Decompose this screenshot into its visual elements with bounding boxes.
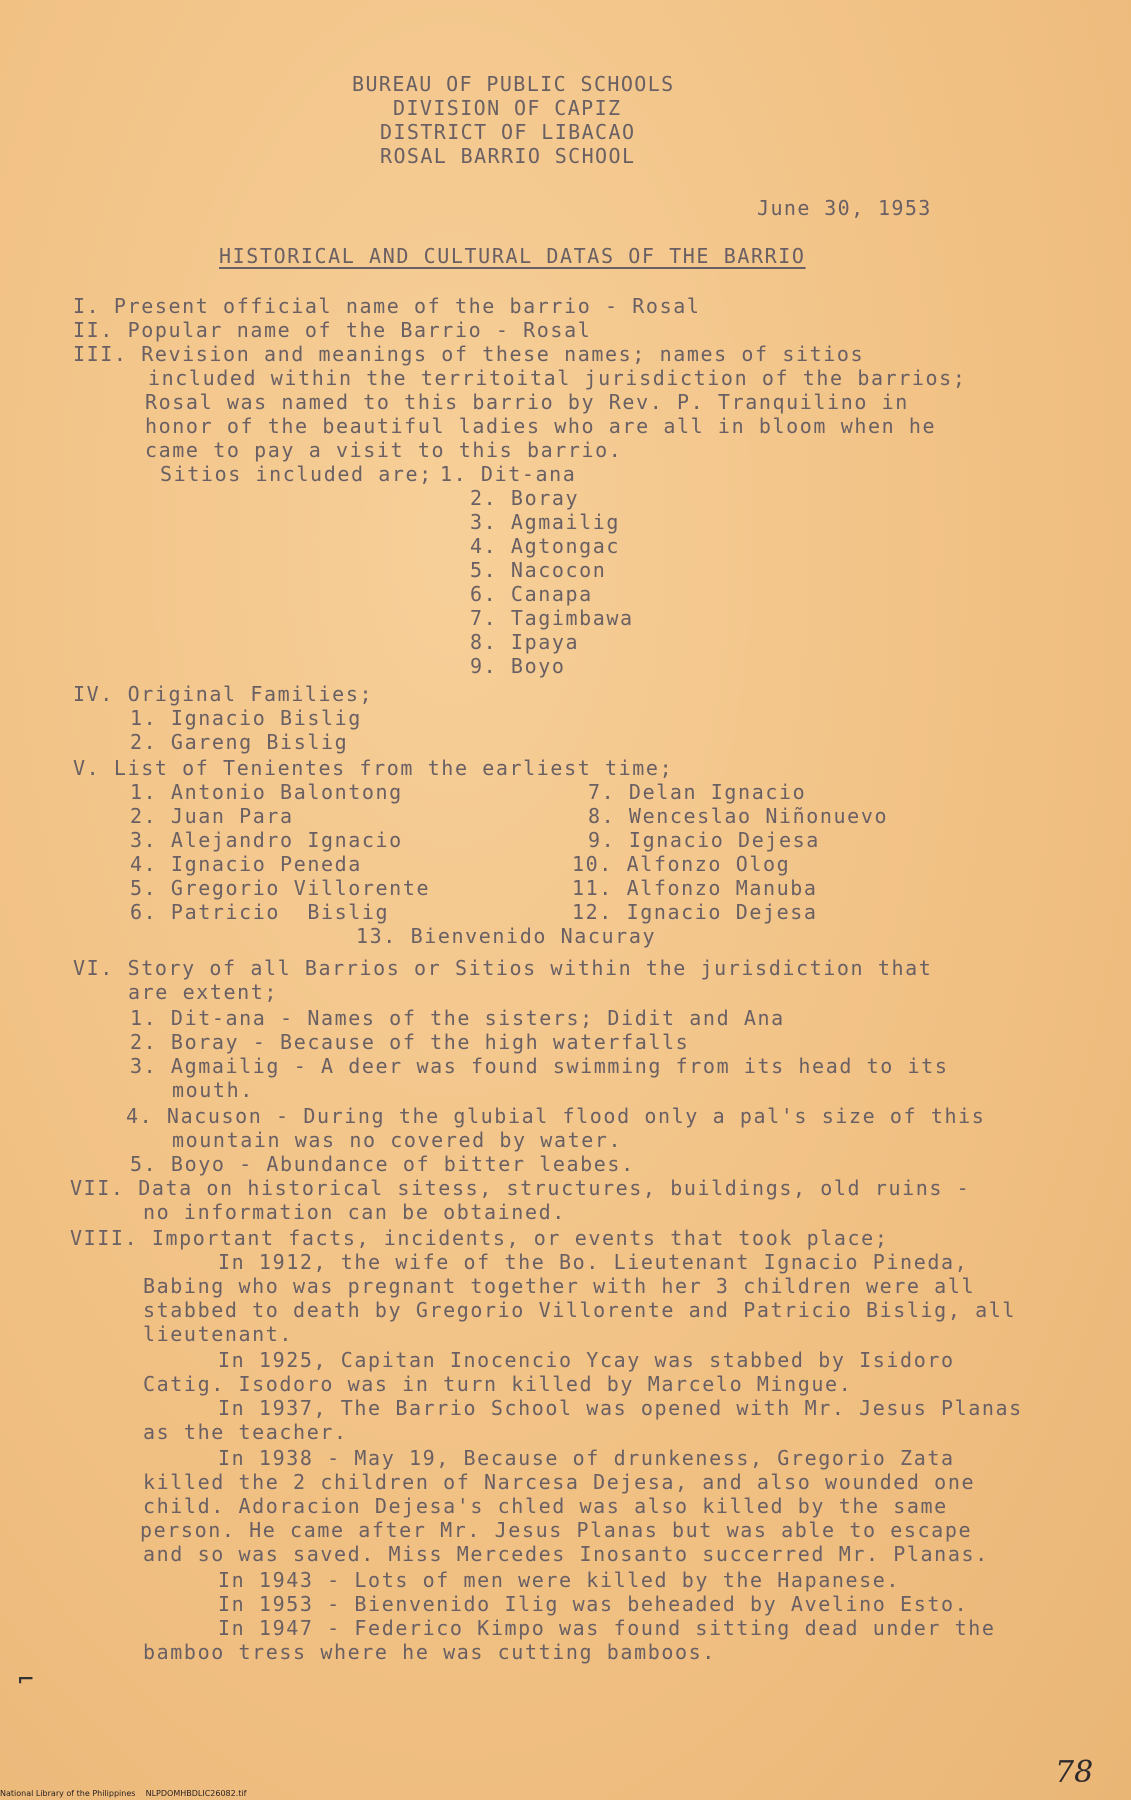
event-line: In 1938 - May 19, Because of drunkeness, Gregorio Zata: [218, 1446, 955, 1470]
event-line: In 1953 - Bienvenido Ilig was beheaded by Avelino Esto.: [218, 1592, 969, 1616]
event-line: Babing who was pregnant together with her 3 children were all: [143, 1274, 976, 1298]
teniente-item: 6. Patricio Bislig: [130, 900, 390, 924]
story-item: 2. Boray - Because of the high waterfalls: [130, 1030, 690, 1054]
section-1: I. Present official name of the barrio - Rosal: [73, 294, 701, 318]
event-line: killed the 2 children of Narcesa Dejesa, and also wounded one: [143, 1470, 976, 1494]
event-line: In 1937, The Barrio School was opened with Mr. Jesus Planas: [218, 1396, 1023, 1420]
section-3-line: honor of the beautiful ladies who are all in bloom when he: [145, 414, 937, 438]
family-item: 2. Gareng Bislig: [130, 730, 349, 754]
section-4-heading: IV. Original Families;: [73, 682, 374, 706]
section-3-line: came to pay a visit to this barrio.: [145, 438, 623, 462]
section-7-line: no information can be obtained.: [143, 1200, 566, 1224]
event-line: In 1947 - Federico Kimpo was found sitting dead under the: [218, 1616, 996, 1640]
teniente-item: 5. Gregorio Villorente: [130, 876, 431, 900]
header-school: ROSAL BARRIO SCHOOL: [380, 144, 636, 168]
teniente-item: 2. Juan Para: [130, 804, 294, 828]
event-line: and so was saved. Miss Mercedes Inosanto succerred Mr. Planas.: [143, 1542, 989, 1566]
header-bureau: BUREAU OF PUBLIC SCHOOLS: [352, 72, 675, 96]
section-6-line: VI. Story of all Barrios or Sitios within the jurisdiction that: [73, 956, 933, 980]
sitio-item: 9. Boyo: [470, 654, 566, 678]
sitio-item: 1. Dit-ana: [440, 462, 577, 486]
event-line: lieutenant.: [143, 1322, 294, 1346]
family-item: 1. Ignacio Bislig: [130, 706, 362, 730]
story-item-cont: mouth.: [172, 1078, 254, 1102]
teniente-item: 4. Ignacio Peneda: [130, 852, 362, 876]
section-3-line: Rosal was named to this barrio by Rev. P. Tranquilino in: [145, 390, 909, 414]
teniente-item: 10. Alfonzo Olog: [572, 852, 791, 876]
section-3-line: III. Revision and meanings of these names; names of sitios: [73, 342, 865, 366]
sitio-item: 7. Tagimbawa: [470, 606, 634, 630]
story-item: 4. Nacuson - During the glubial flood only a pal's size of this: [126, 1104, 986, 1128]
event-line: In 1943 - Lots of men were killed by the Hapanese.: [218, 1568, 901, 1592]
sitio-item: 3. Agmailig: [470, 510, 621, 534]
sitio-item: 2. Boray: [470, 486, 580, 510]
teniente-item: 8. Wenceslao Niñonuevo: [588, 804, 889, 828]
sitio-item: 6. Canapa: [470, 582, 593, 606]
event-line: person. He came after Mr. Jesus Planas but was able to escape: [140, 1518, 973, 1542]
story-item: 1. Dit-ana - Names of the sisters; Didit and Ana: [130, 1006, 785, 1030]
story-item: 5. Boyo - Abundance of bitter leabes.: [130, 1152, 635, 1176]
section-6-line: are extent;: [128, 980, 279, 1004]
section-3-line: included within the territoital jurisdiction of the barrios;: [148, 366, 967, 390]
header-district: DISTRICT OF LIBACAO: [380, 120, 636, 144]
teniente-item: 1. Antonio Balontong: [130, 780, 403, 804]
header-division: DIVISION OF CAPIZ: [393, 96, 622, 120]
section-5-heading: V. List of Tenientes from the earliest time;: [73, 756, 674, 780]
teniente-item: 7. Delan Ignacio: [588, 780, 807, 804]
story-item-cont: mountain was no covered by water.: [172, 1128, 623, 1152]
teniente-item: 12. Ignacio Dejesa: [572, 900, 818, 924]
event-line: In 1925, Capitan Inocencio Ycay was stabbed by Isidoro: [218, 1348, 955, 1372]
sitio-item: 4. Agtongac: [470, 534, 621, 558]
teniente-item: 13. Bienvenido Nacuray: [356, 924, 657, 948]
teniente-item: 3. Alejandro Ignacio: [130, 828, 403, 852]
event-line: bamboo tress where he was cutting bamboos.: [143, 1640, 716, 1664]
teniente-item: 9. Ignacio Dejesa: [588, 828, 820, 852]
event-line: as the teacher.: [143, 1420, 348, 1444]
event-line: In 1912, the wife of the Bo. Lieutenant Ignacio Pineda,: [218, 1250, 969, 1274]
event-line: child. Adoracion Dejesa's chled was also killed by the same: [143, 1494, 948, 1518]
sitio-item: 5. Nacocon: [470, 558, 607, 582]
document-date: June 30, 1953: [757, 196, 932, 220]
event-line: Catig. Isodoro was in turn killed by Marcelo Mingue.: [143, 1372, 853, 1396]
document-title: HISTORICAL AND CULTURAL DATAS OF THE BARRIO: [219, 244, 806, 268]
page-number: 78: [1055, 1755, 1094, 1790]
event-line: stabbed to death by Gregorio Villorente and Patricio Bislig, all: [143, 1298, 1017, 1322]
archive-footer: National Library of the Philippines NLPDOMHBDLIC26082.tif: [0, 1789, 247, 1798]
sitios-label: Sitios included are;: [160, 462, 433, 486]
sitio-item: 8. Ipaya: [470, 630, 580, 654]
section-7-line: VII. Data on historical sitess, structures, buildings, old ruins -: [70, 1176, 971, 1200]
teniente-item: 11. Alfonzo Manuba: [572, 876, 818, 900]
section-2: II. Popular name of the Barrio - Rosal: [73, 318, 592, 342]
story-item: 3. Agmailig - A deer was found swimming from its head to its: [130, 1054, 949, 1078]
margin-mark-icon: ⌐: [18, 1665, 34, 1695]
section-8-heading: VIII. Important facts, incidents, or events that took place;: [70, 1226, 889, 1250]
